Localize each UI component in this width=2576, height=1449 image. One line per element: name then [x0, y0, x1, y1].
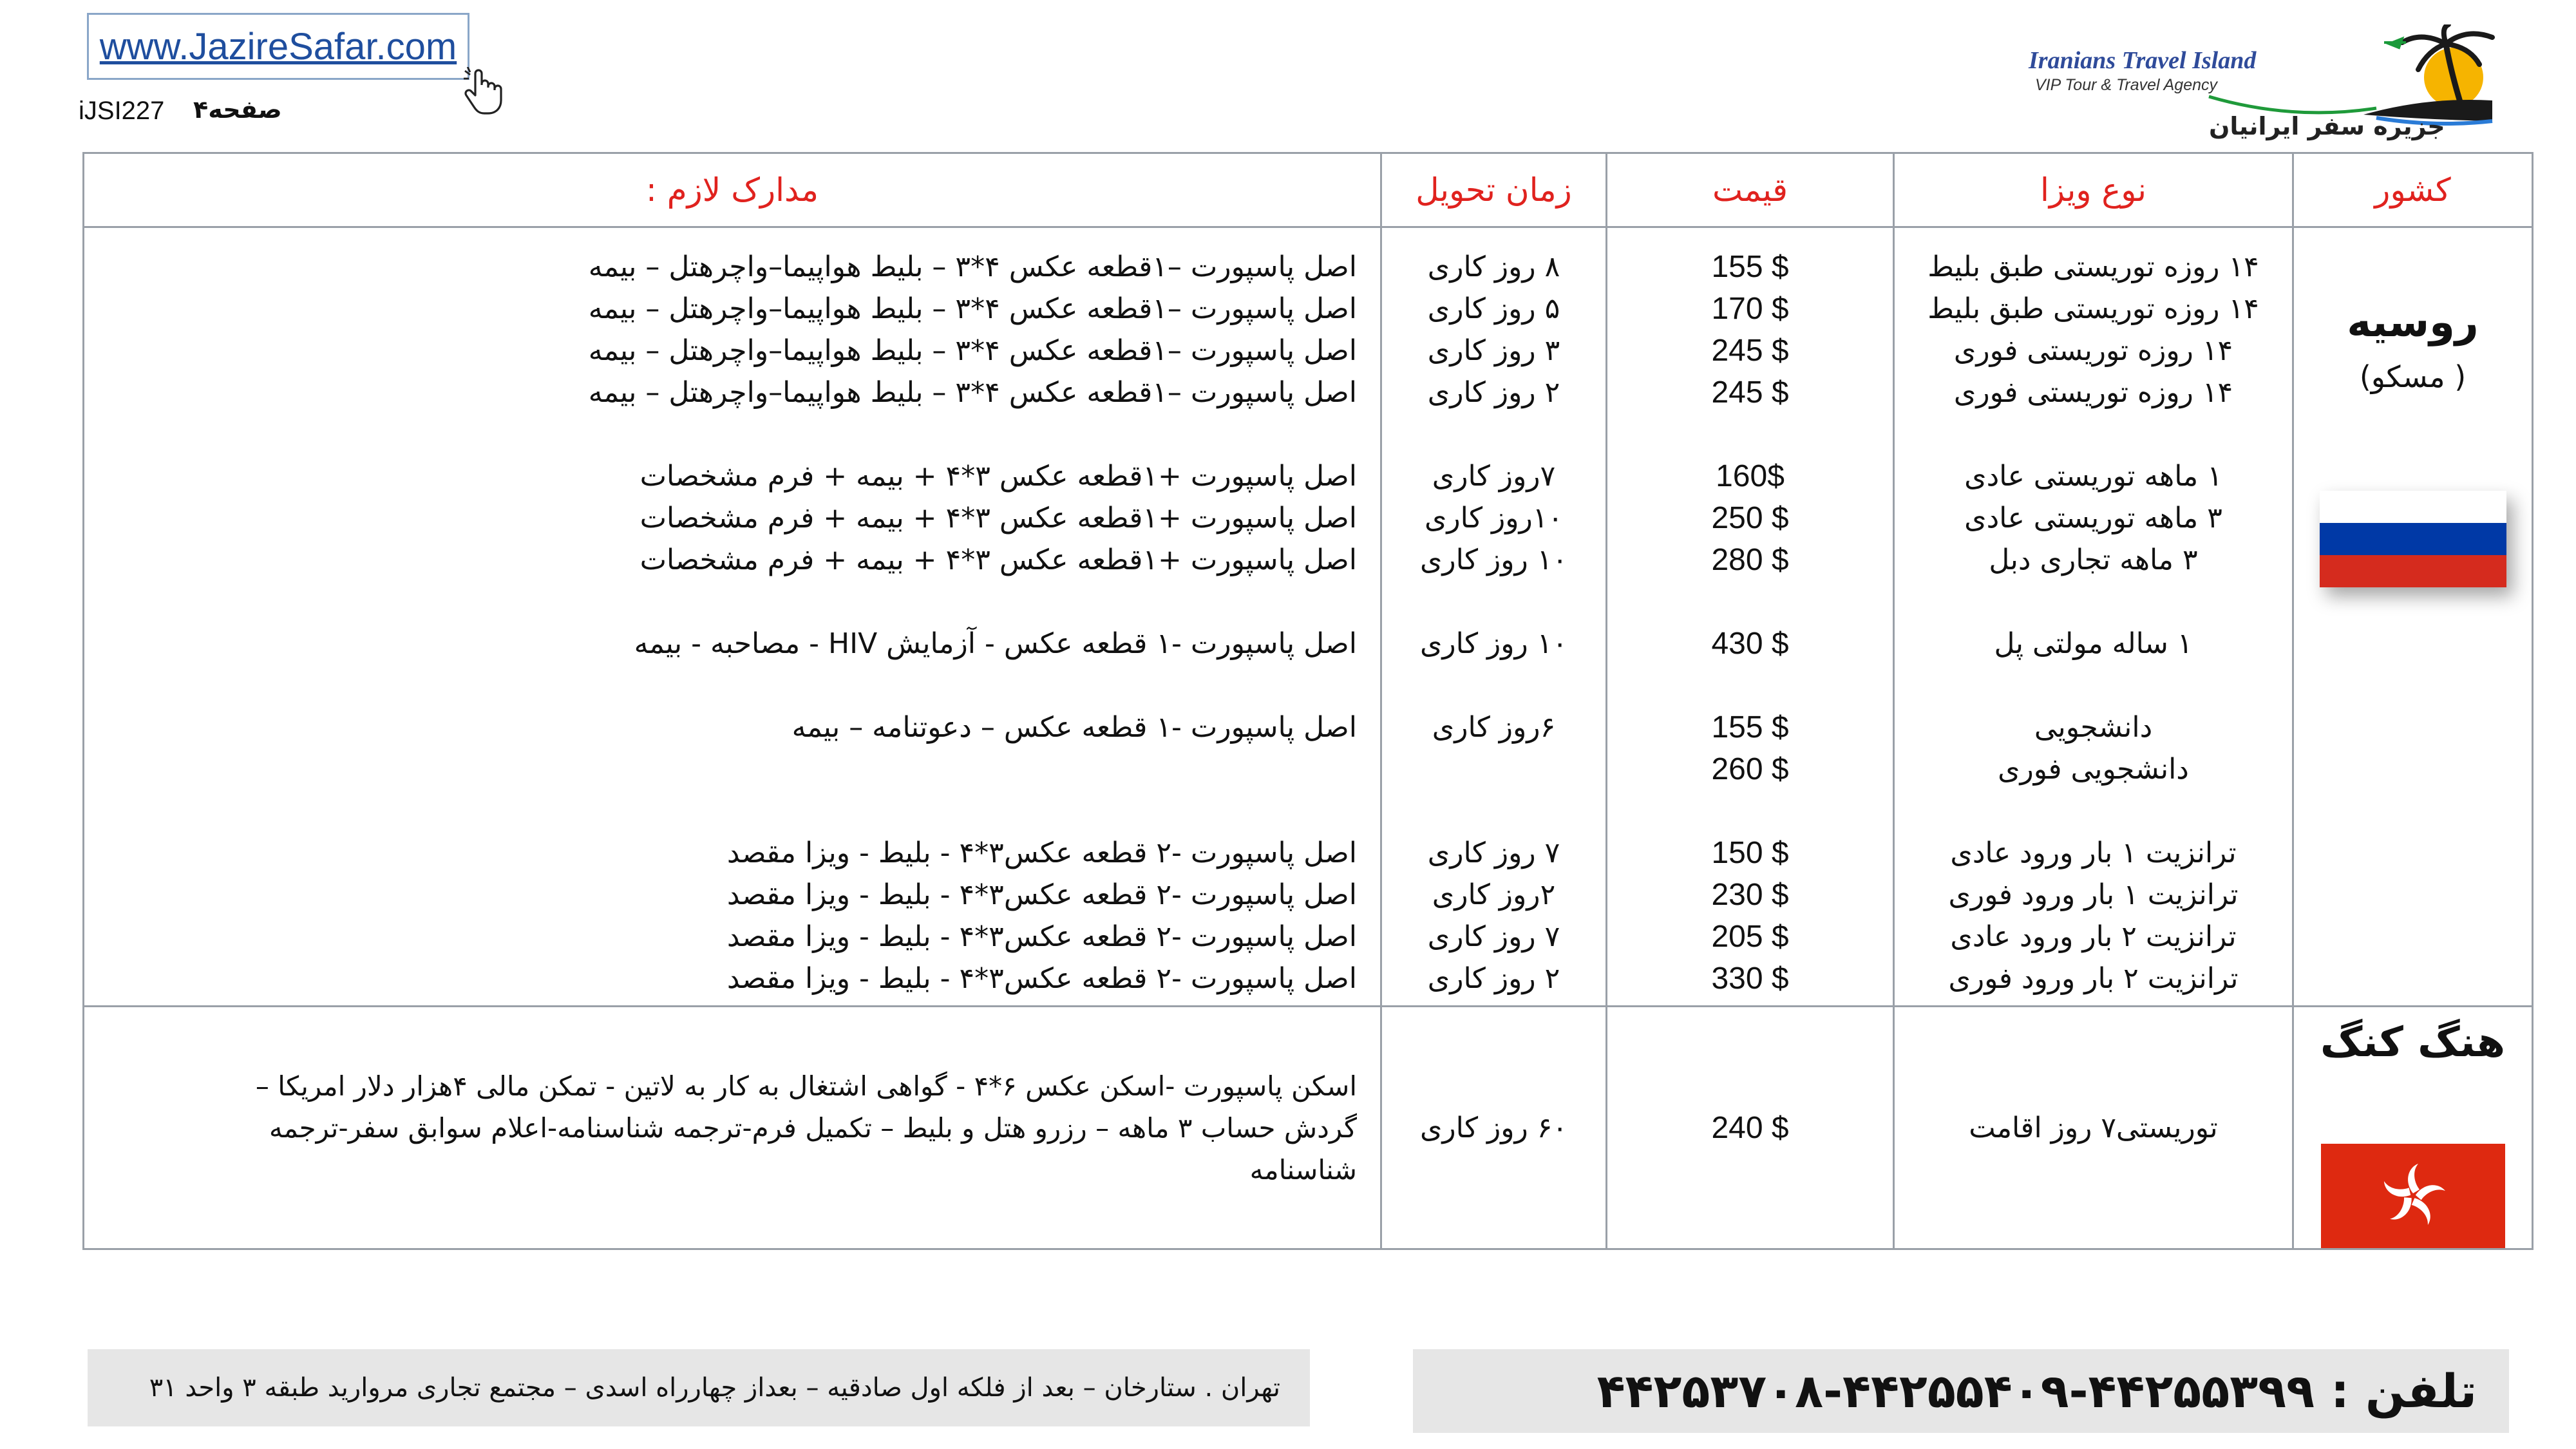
delivery-time: ۲ روز کاری [1427, 962, 1560, 995]
website-link[interactable]: www.JazireSafar.com [99, 25, 457, 68]
price-value: 160$ [1716, 459, 1785, 493]
logo-title-fa: جزیره سفر ایرانیان [2209, 112, 2445, 140]
price-value: 430 $ [1711, 627, 1789, 661]
phone-box [1413, 1349, 2509, 1433]
price-value: 155 $ [1711, 250, 1789, 284]
price-value: 170 $ [1711, 292, 1789, 326]
list-item: ترانزیت ۲ بار ورود عادی [1950, 920, 2237, 953]
page-number: صفحه۴ [193, 95, 282, 124]
delivery-time: ۷ روز کاری [1427, 920, 1560, 953]
header-visa-type: نوع ویزا [1894, 153, 2293, 227]
price-value: 245 $ [1711, 334, 1789, 368]
logo-subtitle-en: VIP Tour & Travel Agency [2035, 76, 2217, 94]
documents-text: اصل پاسپورت +۱قطعه عکس ۳*۴ + بیمه + فرم مشخصات [639, 502, 1357, 535]
hand-cursor-icon [462, 67, 504, 115]
delivery-time: ۱۰ روز کاری [1419, 627, 1568, 660]
address-text: تهران . ستارخان – بعد از فلکه اول صادقیه – بعداز چهارراه اسدی – مجتمع تجاری مروارید طبقه ۳ واحد ۳۱ [149, 1373, 1280, 1403]
documents-text: اصل پاسپورت -۲ قطعه عکس۳*۴ - بلیط - ویزا مقصد [726, 920, 1357, 953]
hongkong-visa-type-cell [1894, 1007, 2293, 1249]
table-row-hongkong [84, 1007, 2533, 1249]
list-item: ۱۴ روزه توریستی طبق بلیط [1927, 251, 2259, 283]
documents-text: اصل پاسپورت –۱قطعه عکس ۴*۳ – بلیط هواپیما–واچرهتل – بیمه [588, 292, 1357, 325]
price-value: 150 $ [1711, 836, 1789, 870]
header-delivery-time: زمان تحویل [1381, 153, 1607, 227]
country-name-hongkong: هنگ کنگ [2320, 1019, 2506, 1066]
list-item: ترانزیت ۱ بار ورود فوری [1948, 878, 2239, 911]
hongkong-flag-icon [2321, 1144, 2505, 1248]
list-item: دانشجویی [2034, 711, 2153, 744]
list-item: ۱ ماهه توریستی عادی [1964, 460, 2222, 493]
table-row-russia [84, 227, 2533, 1007]
delivery-time: ۶۰ روز کاری [1419, 1111, 1568, 1144]
documents-text [84, 748, 1357, 790]
visa-price-table [82, 152, 2533, 1222]
header-documents: مدارک لازم : [84, 153, 1381, 227]
header-country: کشور [2293, 153, 2533, 227]
price-value: 245 $ [1711, 375, 1789, 410]
documents-line: شناسنامه [1249, 1153, 1357, 1186]
delivery-time: ۲ روز کاری [1427, 376, 1560, 409]
price-value: 205 $ [1711, 920, 1789, 954]
delivery-time: ۸ روز کاری [1427, 251, 1560, 283]
list-item: ترانزیت ۲ بار ورود فوری [1948, 962, 2239, 995]
delivery-time: ۶روز کاری [1432, 711, 1556, 744]
documents-text: اصل پاسپورت –۱قطعه عکس ۴*۳ – بلیط هواپیما–واچرهتل – بیمه [588, 376, 1357, 409]
delivery-time: ۷روز کاری [1432, 460, 1556, 493]
price-value: 155 $ [1711, 710, 1789, 744]
delivery-time: ۵ روز کاری [1427, 292, 1560, 325]
russia-time-cell [1381, 227, 1607, 1007]
country-name-russia: روسیه [2347, 299, 2479, 346]
documents-text: اصل پاسپورت -۱ قطعه عکس - آزمایش HIV - مصاحبه - بیمه [634, 627, 1357, 660]
price-value: 230 $ [1711, 878, 1789, 912]
documents-text: اصل پاسپورت -۲ قطعه عکس۳*۴ - بلیط - ویزا مقصد [726, 962, 1357, 995]
list-item: ۳ ماهه توریستی عادی [1964, 502, 2222, 535]
documents-text: اصل پاسپورت -۱ قطعه عکس – دعوتنامه – بیمه [791, 711, 1357, 744]
documents-line: اسکن پاسپورت -اسکن عکس ۶*۴ - گواهی اشتغال به کار به لاتین - تمکن مالی ۴هزار دلار امریکا – [255, 1070, 1357, 1102]
phone-numbers[interactable]: تلفن : ۴۴۲۵۵۳۹۹-۴۴۲۵۵۴۰۹-۴۴۲۵۳۷۰۸ [1596, 1364, 2477, 1418]
price-value: 240 $ [1711, 1110, 1789, 1145]
website-box[interactable] [87, 13, 469, 80]
russia-documents-cell [84, 227, 1381, 1007]
hongkong-time-cell [1381, 1007, 1607, 1249]
hongkong-country-cell [2293, 1007, 2533, 1249]
list-item: توریستی۷ روز اقامت [1969, 1111, 2218, 1144]
delivery-time: ۳ روز کاری [1427, 334, 1560, 367]
list-item: ۱۴ روزه توریستی فوری [1953, 334, 2233, 367]
page-code: iJSI227 [79, 97, 165, 125]
hongkong-price-cell [1607, 1007, 1894, 1249]
address-box [88, 1349, 1310, 1426]
documents-text: اصل پاسپورت -۲ قطعه عکس۳*۴ - بلیط - ویزا مقصد [726, 878, 1357, 911]
delivery-time: ۲روز کاری [1432, 878, 1556, 911]
russia-price-cell [1607, 227, 1894, 1007]
country-city-moscow: ( مسکو) [2359, 359, 2467, 394]
list-item: ۱۴ روزه توریستی فوری [1953, 376, 2233, 409]
delivery-time: ۱۰ روز کاری [1419, 544, 1568, 576]
price-value: 330 $ [1711, 961, 1789, 996]
documents-text: اصل پاسپورت -۲ قطعه عکس۳*۴ - بلیط - ویزا مقصد [726, 837, 1357, 869]
table-header-row [84, 153, 2533, 227]
price-value: 260 $ [1711, 752, 1789, 786]
hongkong-documents-cell [84, 1007, 1381, 1249]
list-item: ۱ ساله مولتی پل [1994, 627, 2193, 660]
logo-title-en: Iranians Travel Island [2029, 47, 2257, 74]
documents-line: گردش حساب ۳ ماهه – رزرو هتل و بلیط – تکمیل فرم-ترجمه شناسنامه-اعلام سوابق سفر-ترجمه [269, 1112, 1357, 1144]
documents-text: اصل پاسپورت –۱قطعه عکس ۴*۳ – بلیط هواپیما–واچرهتل – بیمه [588, 251, 1357, 283]
delivery-time [1382, 748, 1605, 790]
documents-text: اصل پاسپورت –۱قطعه عکس ۴*۳ – بلیط هواپیما–واچرهتل – بیمه [588, 334, 1357, 367]
russia-flag-icon [2320, 491, 2506, 587]
price-value: 280 $ [1711, 543, 1789, 577]
header-price: قیمت [1607, 153, 1894, 227]
list-item: دانشجویی فوری [1998, 753, 2189, 786]
delivery-time: ۱۰روز کاری [1424, 502, 1564, 535]
documents-text: اصل پاسپورت +۱قطعه عکس ۳*۴ + بیمه + فرم مشخصات [639, 544, 1357, 576]
documents-text: اصل پاسپورت +۱قطعه عکس ۳*۴ + بیمه + فرم مشخصات [639, 460, 1357, 493]
list-item: ۱۴ روزه توریستی طبق بلیط [1927, 292, 2259, 325]
russia-visa-type-cell [1894, 227, 2293, 1007]
list-item: ترانزیت ۱ بار ورود عادی [1950, 837, 2237, 869]
delivery-time: ۷ روز کاری [1427, 837, 1560, 869]
list-item: ۳ ماهه تجاری دبل [1989, 544, 2198, 576]
price-value: 250 $ [1711, 501, 1789, 535]
russia-country-cell [2293, 227, 2533, 1007]
